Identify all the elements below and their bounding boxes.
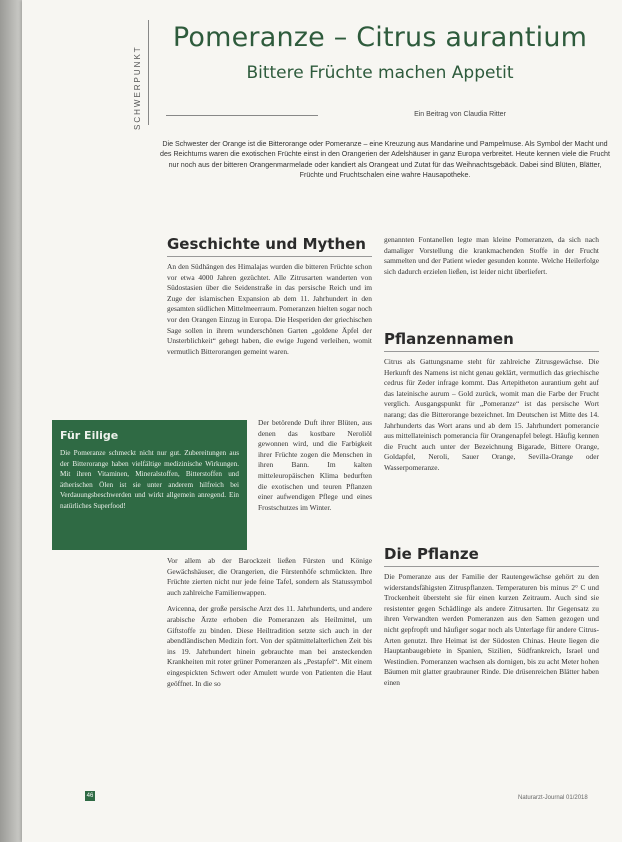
paragraph: Der betörende Duft ihrer Blüten, aus denen das kostbare Neroliöl gewonnen wird, und die Farbigkeit ihrer Früchte zogen die Menschen in ihren Bann. Im kalten mitteleuropäischen Klima bedurften die exotischen und teuren Pflanzen einer aufwendigen Pflege und eines Frostschutzes im Winter. [258,418,372,512]
paragraph: genannten Fontanellen legte man kleine Pomeranzen, da sich nach damaliger Vorstellung die krankmachenden Stoffe in der Frucht sammelten und der Patient wieder gesunden konnte. Welche Heilerfolge sich dadurch erzielen ließen, ist leider nicht überliefert. [384,235,599,276]
heading-geschichte: Geschichte und Mythen [167,235,366,253]
rubric-label: SCHWERPUNKT [133,45,142,130]
column-left-wrap [258,418,372,519]
heading-pflanzennamen: Pflanzennamen [384,330,514,348]
column-left-bottom [167,556,372,695]
teaser-paragraph: Die Schwester der Orange ist die Bitterorange oder Pomeranze – eine Kreuzung aus Mandarine und Pampelmuse. Als Symbol der Macht und des Reichtums waren die exotischen Früchte einst in den Orangerien der Adelshäuser in ganz Europa verbreitet. Heute kennen viele die Frucht nur noch aus der bitteren Orangenmarmelade oder kandiert als Orangeat und Zutat für das Weihnachtsgebäck. Dabei sind Blüten, Blätter, Früchte und Fruchtschalen eine wahre Hausapotheke. [160,140,610,180]
paragraph: Die Pomeranze aus der Familie der Rautengewächse gehört zu den widerstandsfähigsten Zitruspflanzen. Temperaturen bis minus 2° C und Trockenheit übersteht sie für einen kurzen Zeitraum. Auch sind sie resistenter gegen Schädlinge als andere Zitrusarten. Ihr Gegensatz zu ihren Verwandten werden Pomeranzen aus den Samen gezogen und nicht gepfropft und häufiger sogar noch als Unterlage für andere Citrus-Arten genutzt. Ihre Heimat ist der Südosten Chinas. Heute liegen die Hauptanbaugebiete in Spanien, Sizilien, Südfrankreich, Israel und Westindien. Pomeranzen wachsen als dornigen, bis zu acht Meter hohen Bäumen mit glatter graubrauner Rinde. Die drüsenreichen Blätter haben einen [384,572,599,687]
quick-info-text: Die Pomeranze schmeckt nicht nur gut. Zubereitungen aus der Bitterorange haben vielfältige medizinische Wirkungen. Mit ihren Vitaminen, Mineralstoffen, Bitterstoffen und ätherischen Ölen ist sie unter anderem hilfreich bei Verdauungsbeschwerden und wirkt allgemein anregend. Ein natürliches Superfood! [60,449,239,510]
article-subtitle: Bittere Früchte machen Appetit [246,63,514,83]
heading-rule [167,256,372,257]
column-left-top [167,262,372,363]
page-number: 46 [86,793,94,799]
heading-rule [384,566,599,567]
heading-rule [384,351,599,352]
footer-issue: Naturarzt-Journal 01/2018 [518,795,588,801]
quick-info-title: Für Eilige [60,429,119,442]
paragraph: An den Südhängen des Himalajas wurden die bitteren Früchte schon vor etwa 4000 Jahren gezüchtet. Alle Zitrusarten wanderten von Südostasien über die Seidenstraße in das persische Reich und im Zuge der islamischen Expansion ab dem 11. Jahrhundert in den gesamten südlichen Mittelmeerraum. Pomeranzen hielten sogar noch vor den Orangen Einzug in Europa. Die Hesperiden der griechischen Sage sollen in ihrem wunderschönen Garten „goldene Äpfel der Unsterblichkeit“ gehegt haben, die ewige Jugend verleihen, womit vermutlich Bitterorangen gemeint waren. [167,262,372,356]
byline: Ein Beitrag von Claudia Ritter [414,111,506,118]
quick-info-box [52,420,247,550]
column-right-top [384,235,599,283]
paragraph: Citrus als Gattungsname steht für zahlreiche Zitrusgewächse. Die Herkunft des Namens ist nicht genau geklärt, vermutlich das griechische cedrus für Zeder infrage kommt. Das Artepitheton aurantium geht auf das lateinische aurum – Gold zurück, womit man die Farbe der Frucht verglich. Ausgangspunkt für „Pomeranze“ ist das persische Wort narang; das die Bitterorange bezeichnet. Im Deutschen ist Mitte des 14. Jahrhunderts das Wort arans und ab dem 15. Jahrhundert pomerancie aus mittellateinisch pomerancia für Orangenapfel belegt. Häufig kennen die Frucht auch unter der Bezeichnung Bigarade, Bittere Orange, Goldapfel, Neroli, Sauer Orange, Sevilla-Orange oder Wasserpomeranze. [384,357,599,472]
column-right-names [384,357,599,480]
article-title: Pomeranze – Citrus aurantium [172,22,588,53]
byline-rule [166,115,318,116]
rubric-divider [148,20,149,125]
column-right-plant [384,572,599,695]
heading-pflanze: Die Pflanze [384,545,479,563]
paragraph: Vor allem ab der Barockzeit ließen Fürsten und Könige Gewächshäuser, die Orangerien, die Fürstenhöfe schmückten. Ihre Früchte zierten nicht nur jede feine Tafel, sondern als Statussymbol auch zahlreiche Familienwappen. [167,556,372,597]
scan-shadow [0,0,22,842]
paragraph: Avicenna, der große persische Arzt des 11. Jahrhunderts, und andere arabische Ärzte erhoben die Pomeranzen als Heilmittel, um Giftstoffe zu binden. Diese Heiltradition setzte sich auch in der abendländischen Medizin fort. Von der spätmittelalterlichen Zeit bis ins 19. Jahrhundert hinein gebrauchte man bei ansteckenden Krankheiten mit roter grüner Pomeranzen als „Pestapfel“. Mit einem eingespickten Schwert oder Amulett wurde von Patienten die Haut geöffnet. In die so [167,604,372,688]
